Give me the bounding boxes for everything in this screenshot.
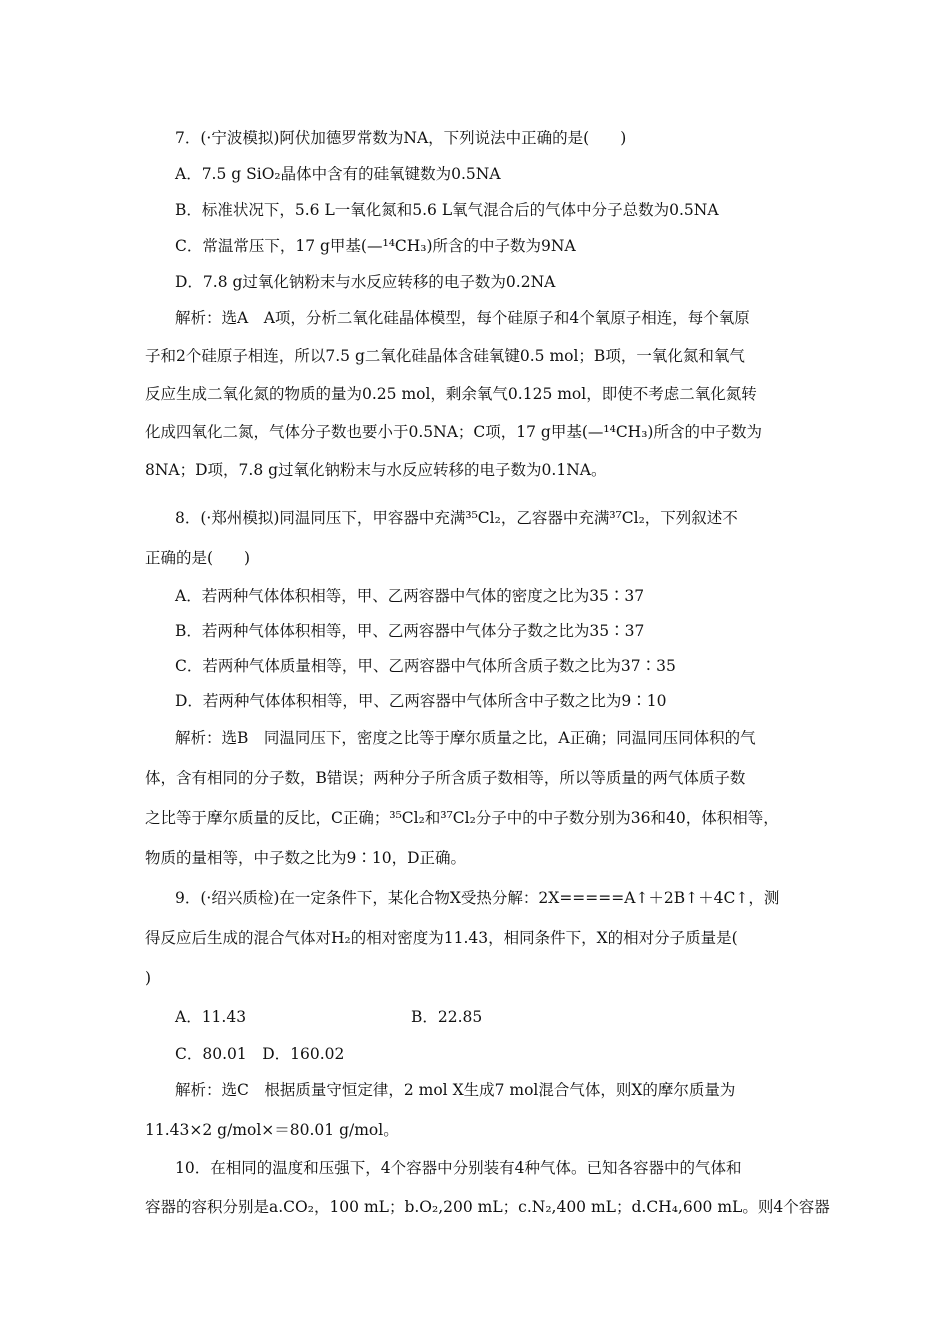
question-7-analysis: 解析：选A A项，分析二氧化硅晶体模型，每个硅原子和4个氧原子相连，每个氧原	[175, 309, 750, 327]
question-8-option-d: D．若两种气体体积相等，甲、乙两容器中气体所含中子数之比为9∶10	[175, 692, 667, 710]
question-8-analysis: 体，含有相同的分子数，B错误；两种分子所含质子数相等，所以等质量的两气体质子数	[145, 769, 746, 787]
question-8-option-a: A．若两种气体体积相等，甲、乙两容器中气体的密度之比为35∶37	[175, 587, 645, 605]
question-8-option-c: C．若两种气体质量相等，甲、乙两容器中气体所含质子数之比为37∶35	[175, 657, 676, 675]
question-8-analysis: 解析：选B 同温同压下，密度之比等于摩尔质量之比，A正确；同温同压同体积的气	[175, 729, 756, 747]
question-8-analysis: 物质的量相等，中子数之比为9∶10，D正确。	[145, 849, 467, 867]
question-10-stem: 容器的容积分别是a.CO₂，100 mL；b.O₂,200 mL；c.N₂,400 mL；d.CH₄,600 mL。则4个容器	[145, 1198, 830, 1216]
question-9-analysis: 11.43×2 g/mol×＝80.01 g/mol。	[145, 1121, 399, 1139]
question-9-stem: )	[145, 969, 152, 987]
question-7-option-d: D．7.8 g过氧化钠粉末与水反应转移的电子数为0.2NA	[175, 273, 556, 291]
question-8-stem: 正确的是( )	[145, 549, 251, 567]
question-9-stem: 得反应后生成的混合气体对H₂的相对密度为11.43，相同条件下，X的相对分子质量是(	[145, 929, 738, 947]
question-9-analysis: 解析：选C 根据质量守恒定律，2 mol X生成7 mol混合气体，则X的摩尔质量为	[175, 1081, 736, 1099]
question-7-analysis: 化成四氧化二氮，气体分子数也要小于0.5NA；C项，17 g甲基(—¹⁴CH₃)所含的中子数为	[145, 423, 762, 441]
question-7-analysis: 反应生成二氧化氮的物质的量为0.25 mol，剩余氧气0.125 mol，即使不考虑二氧化氮转	[145, 385, 757, 403]
question-10-stem: 10．在相同的温度和压强下，4个容器中分别装有4种气体。已知各容器中的气体和	[175, 1159, 742, 1177]
question-7-stem: 7．(·宁波模拟)阿伏加德罗常数为NA，下列说法中正确的是( )	[175, 129, 627, 147]
question-7-analysis: 8NA；D项，7.8 g过氧化钠粉末与水反应转移的电子数为0.1NA。	[145, 461, 607, 479]
question-9-option-cd: C．80.01 D．160.02	[175, 1045, 345, 1063]
question-7-analysis: 子和2个硅原子相连，所以7.5 g二氧化硅晶体含硅氧键0.5 mol；B项，一氧化氮和氧气	[145, 347, 745, 365]
question-9-stem: 9．(·绍兴质检)在一定条件下，某化合物X受热分解：2X=====A↑＋2B↑＋4C↑，测	[175, 889, 780, 907]
question-8-stem: 8．(·郑州模拟)同温同压下，甲容器中充满³⁵Cl₂，乙容器中充满³⁷Cl₂，下列叙述不	[175, 509, 738, 527]
question-8-option-b: B．若两种气体体积相等，甲、乙两容器中气体分子数之比为35∶37	[175, 622, 645, 640]
question-7-option-b: B．标准状况下，5.6 L一氧化氮和5.6 L氧气混合后的气体中分子总数为0.5NA	[175, 201, 719, 219]
question-7-option-a: A．7.5 g SiO₂晶体中含有的硅氧键数为0.5NA	[175, 165, 501, 183]
question-7-option-c: C．常温常压下，17 g甲基(—¹⁴CH₃)所含的中子数为9NA	[175, 237, 576, 255]
question-9-option-b: B．22.85	[411, 1008, 483, 1026]
question-9-option-a: A．11.43	[175, 1008, 247, 1026]
question-8-analysis: 之比等于摩尔质量的反比，C正确；³⁵Cl₂和³⁷Cl₂分子中的中子数分别为36和40，体积相等，	[145, 809, 779, 827]
